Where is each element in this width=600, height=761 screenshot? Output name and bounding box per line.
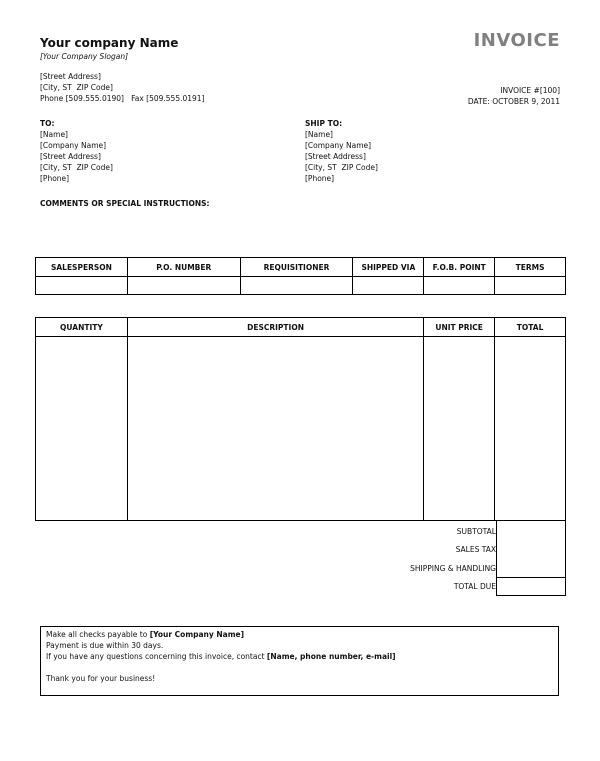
items-body-row — [36, 337, 566, 521]
total-due-box[interactable] — [496, 577, 566, 596]
requisitioner-cell[interactable] — [240, 277, 353, 295]
salesperson-header: SALESPERSON — [36, 258, 128, 277]
checks-payable-line — [46, 629, 553, 640]
unit-price-column[interactable] — [424, 337, 495, 521]
order-value-row — [36, 277, 566, 295]
ship-to-name: [Name] — [305, 130, 333, 139]
terms-cell[interactable] — [495, 277, 566, 295]
bill-to-city: [City, ST ZIP Code] — [40, 163, 113, 172]
contact-line — [46, 651, 553, 662]
sender-address — [40, 71, 205, 104]
po-number-header: P.O. NUMBER — [127, 258, 240, 277]
fob-point-cell[interactable] — [424, 277, 495, 295]
ship-to-block — [305, 118, 378, 184]
ship-to-phone: [Phone] — [305, 174, 335, 183]
thank-you-line: Thank you for your business! — [46, 674, 156, 683]
unit-price-header: UNIT PRICE — [424, 318, 495, 337]
spacer — [46, 662, 553, 673]
bill-to-street: [Street Address] — [40, 152, 101, 161]
contact-text: If you have any questions concerning this invoice, contact — [46, 652, 267, 661]
comments-label: COMMENTS OR SPECIAL INSTRUCTIONS: — [40, 199, 210, 208]
description-column[interactable] — [127, 337, 423, 521]
sender-street: [Street Address] — [40, 72, 101, 81]
sender-city: [City, ST ZIP Code] — [40, 83, 113, 92]
totals-column[interactable] — [496, 521, 566, 578]
bill-to-block — [40, 118, 113, 184]
company-name: Your company Name — [40, 36, 179, 50]
ship-to-city: [City, ST ZIP Code] — [305, 163, 378, 172]
payment-notes-box — [40, 626, 559, 696]
bill-to-phone: [Phone] — [40, 174, 70, 183]
contact-details: [Name, phone number, e-mail] — [266, 652, 396, 661]
quantity-header: QUANTITY — [36, 318, 128, 337]
shipping-handling-label: SHIPPING & HANDLING — [410, 564, 496, 573]
total-column[interactable] — [495, 337, 566, 521]
ship-to-company: [Company Name] — [305, 141, 372, 150]
requisitioner-header: REQUISITIONER — [240, 258, 353, 277]
order-header-row — [36, 258, 566, 277]
ship-to-street: [Street Address] — [305, 152, 366, 161]
company-slogan: [Your Company Slogan] — [40, 52, 129, 61]
subtotal-label: SUBTOTAL — [456, 527, 496, 536]
invoice-number: INVOICE #[100] — [500, 86, 560, 95]
payable-company: [Your Company Name] — [149, 630, 245, 639]
sender-phone-fax: Phone [509.555.0190] Fax [509.555.0191] — [40, 94, 205, 103]
ship-to-label: SHIP TO: — [305, 119, 343, 128]
sales-tax-label: SALES TAX — [455, 545, 496, 554]
fob-point-header: F.O.B. POINT — [424, 258, 495, 277]
description-header: DESCRIPTION — [127, 318, 423, 337]
bill-to-company: [Company Name] — [40, 141, 107, 150]
shipped-via-header: SHIPPED VIA — [353, 258, 424, 277]
po-number-cell[interactable] — [127, 277, 240, 295]
salesperson-cell[interactable] — [36, 277, 128, 295]
terms-header: TERMS — [495, 258, 566, 277]
items-header-row — [36, 318, 566, 337]
checks-payable-text: Make all checks payable to — [46, 630, 150, 639]
line-items-table — [35, 317, 566, 521]
invoice-title: INVOICE — [473, 30, 560, 51]
shipped-via-cell[interactable] — [353, 277, 424, 295]
invoice-meta — [468, 85, 560, 107]
payment-terms-line: Payment is due within 30 days. — [46, 641, 164, 650]
invoice-date: DATE: OCTOBER 9, 2011 — [467, 97, 560, 106]
quantity-column[interactable] — [36, 337, 128, 521]
order-info-table — [35, 257, 566, 295]
total-header: TOTAL — [495, 318, 566, 337]
total-due-label: TOTAL DUE — [453, 582, 496, 591]
bill-to-name: [Name] — [40, 130, 68, 139]
bill-to-label: TO: — [40, 119, 55, 128]
